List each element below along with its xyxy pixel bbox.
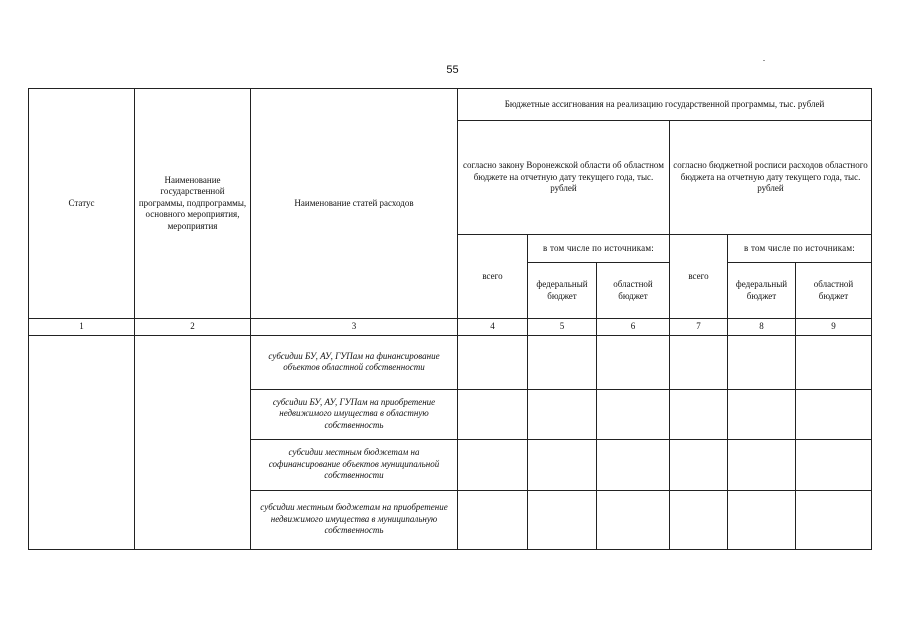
expense-item-label: субсидии БУ, АУ, ГУПам на финансирование объектов областной собственности bbox=[251, 335, 458, 389]
value-cell bbox=[796, 335, 872, 389]
header-regional-law: областной бюджет bbox=[597, 263, 670, 319]
value-cell bbox=[458, 490, 528, 549]
value-cell bbox=[728, 389, 796, 439]
value-cell bbox=[458, 389, 528, 439]
page-number: 55 bbox=[446, 64, 459, 76]
value-cell bbox=[670, 389, 728, 439]
value-cell bbox=[796, 389, 872, 439]
value-cell bbox=[728, 490, 796, 549]
value-cell bbox=[528, 490, 597, 549]
value-cell bbox=[528, 439, 597, 490]
scan-speck bbox=[763, 60, 765, 61]
header-budget-allocations: Бюджетные ассигнования на реализацию государственной программы, тыс. рублей bbox=[458, 89, 872, 121]
value-cell bbox=[728, 335, 796, 389]
value-cell bbox=[796, 490, 872, 549]
expense-item-label: субсидии местным бюджетам на софинансирование объектов муниципальной собственности bbox=[251, 439, 458, 490]
budget-allocation-table bbox=[28, 88, 872, 550]
column-number: 6 bbox=[597, 319, 670, 336]
value-cell bbox=[597, 439, 670, 490]
value-cell bbox=[670, 490, 728, 549]
value-cell bbox=[728, 439, 796, 490]
expense-item-label: субсидии БУ, АУ, ГУПам на приобретение недвижимого имущества в областную собственность bbox=[251, 389, 458, 439]
status-cell bbox=[29, 335, 135, 549]
program-name-cell bbox=[135, 335, 251, 549]
header-regional-schedule: областной бюджет bbox=[796, 263, 872, 319]
column-number: 3 bbox=[251, 319, 458, 336]
header-expense-items: Наименование статей расходов bbox=[251, 89, 458, 319]
column-number: 2 bbox=[135, 319, 251, 336]
header-sources-law: в том числе по источникам: bbox=[528, 235, 670, 263]
value-cell bbox=[458, 439, 528, 490]
value-cell bbox=[670, 335, 728, 389]
value-cell bbox=[528, 335, 597, 389]
column-number: 8 bbox=[728, 319, 796, 336]
value-cell bbox=[597, 335, 670, 389]
value-cell bbox=[670, 439, 728, 490]
value-cell bbox=[796, 439, 872, 490]
header-sources-schedule: в том числе по источникам: bbox=[728, 235, 872, 263]
value-cell bbox=[597, 490, 670, 549]
expense-item-label: субсидии местным бюджетам на приобретение недвижимого имущества в муниципальную собственность bbox=[251, 490, 458, 549]
table-row bbox=[29, 335, 872, 389]
column-number: 4 bbox=[458, 319, 528, 336]
column-number: 5 bbox=[528, 319, 597, 336]
column-number: 1 bbox=[29, 319, 135, 336]
header-total-law: всего bbox=[458, 235, 528, 319]
column-number: 7 bbox=[670, 319, 728, 336]
value-cell bbox=[528, 389, 597, 439]
value-cell bbox=[597, 389, 670, 439]
column-number: 9 bbox=[796, 319, 872, 336]
header-per-law: согласно закону Воронежской области об областном бюджете на отчетную дату текущего года, тыс. рублей bbox=[458, 121, 670, 235]
value-cell bbox=[458, 335, 528, 389]
header-federal-law: федеральный бюджет bbox=[528, 263, 597, 319]
header-status: Статус bbox=[29, 89, 135, 319]
header-program-name: Наименование государственной программы, подпрограммы, основного мероприятия, мероприятия bbox=[135, 89, 251, 319]
header-per-schedule: согласно бюджетной росписи расходов областного бюджета на отчетную дату текущего года, тыс. рублей bbox=[670, 121, 872, 235]
header-federal-schedule: федеральный бюджет bbox=[728, 263, 796, 319]
column-number-row bbox=[29, 319, 872, 336]
header-total-schedule: всего bbox=[670, 235, 728, 319]
